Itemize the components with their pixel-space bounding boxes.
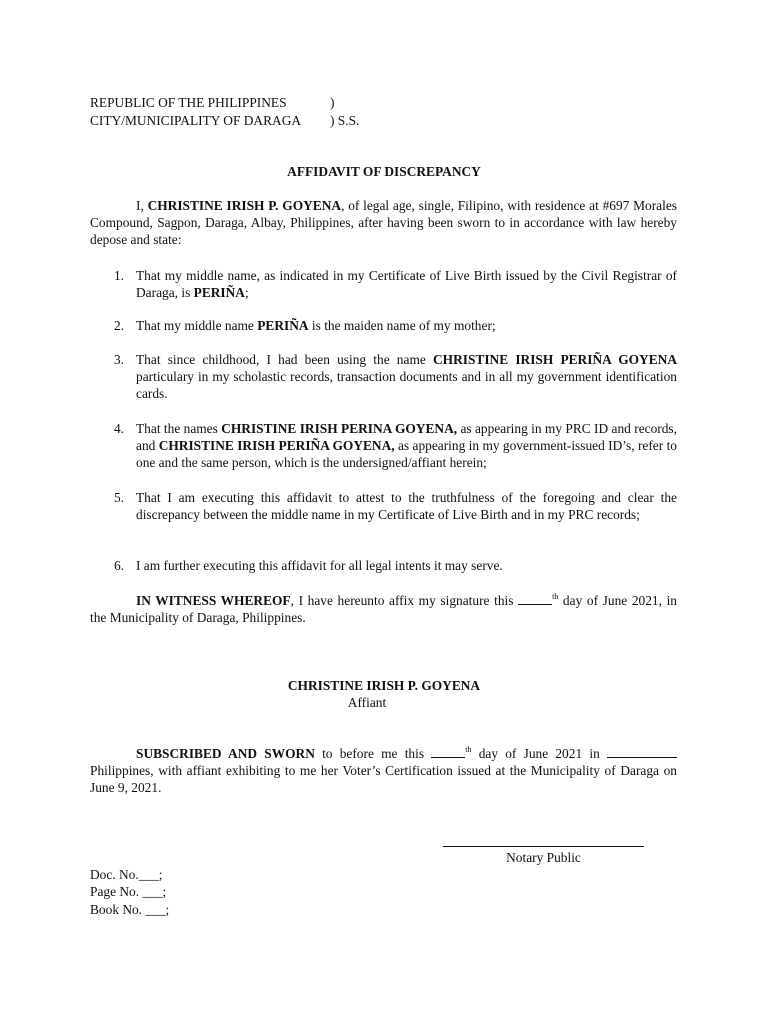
item-number: 5. bbox=[113, 490, 124, 505]
date-blank[interactable] bbox=[518, 593, 552, 605]
list-item: That my middle name, as indicated in my Certificate of Live Birth issued by the Civil Registrar of Daraga, is PERIÑA; bbox=[136, 268, 677, 300]
list-item: That the names CHRISTINE IRISH PERINA GOYENA, as appearing in my PRC ID and records, and CHRISTINE IRISH PERIÑA GOYENA, as appearing in my government-issued ID’s, refer to one and the same person, which is the undersigned/affiant herein; bbox=[136, 421, 677, 470]
intro-paragraph: I, CHRISTINE IRISH P. GOYENA, of legal age, single, Filipino, with residence at #697 Morales Compound, Sagpon, Daraga, Albay, Philippines, after having been sworn to in accordance with law hereby depose and state: bbox=[90, 198, 677, 247]
item-number: 6. bbox=[113, 558, 124, 573]
list-item: That my middle name PERIÑA is the maiden name of my mother; bbox=[136, 318, 496, 333]
venue-line-republic: REPUBLIC OF THE PHILIPPINES bbox=[90, 95, 287, 110]
notary-label: Notary Public bbox=[506, 850, 581, 865]
notary-signature-line[interactable] bbox=[443, 846, 644, 847]
document-title: AFFIDAVIT OF DISCREPANCY bbox=[287, 164, 481, 179]
affiant-name: CHRISTINE IRISH P. GOYENA bbox=[287, 678, 481, 693]
list-item: That since childhood, I had been using the name CHRISTINE IRISH PERIÑA GOYENA particulary in my scholastic records, transaction documents and in all my government identification cards. bbox=[136, 352, 677, 401]
day-blank[interactable] bbox=[431, 746, 465, 758]
item-number: 2. bbox=[113, 318, 124, 333]
venue-ss: ) S.S. bbox=[330, 113, 360, 128]
book-number: Book No. ___; bbox=[90, 902, 170, 917]
page-number: Page No. ___; bbox=[90, 884, 167, 899]
place-blank[interactable] bbox=[607, 746, 677, 758]
affiant-label: Affiant bbox=[347, 695, 387, 710]
venue-paren: ) bbox=[330, 95, 335, 110]
jurat-paragraph: SUBSCRIBED AND SWORN to before me this $^{th}$ day of June 2021 in Philippines, with affiant exhibiting to me her Voter’s Certification issued at the Municipality of Daraga on June 9, 2021. bbox=[90, 744, 677, 795]
item-number: 3. bbox=[113, 352, 124, 367]
list-item: That I am executing this affidavit to attest to the truthfulness of the foregoing and clear the discrepancy between the middle name in my Certificate of Live Birth and in my PRC records; bbox=[136, 490, 677, 522]
venue-line-city: CITY/MUNICIPALITY OF DARAGA bbox=[90, 113, 302, 128]
item-number: 1. bbox=[113, 268, 124, 283]
list-item: I am further executing this affidavit for all legal intents it may serve. bbox=[136, 558, 503, 573]
witness-paragraph: IN WITNESS WHEREOF, I have hereunto affix my signature this $^{th}$ day of June 2021, in the Municipality of Daraga, Philippines. bbox=[90, 591, 677, 625]
item-number: 4. bbox=[113, 421, 124, 436]
doc-number: Doc. No.___; bbox=[90, 867, 163, 882]
